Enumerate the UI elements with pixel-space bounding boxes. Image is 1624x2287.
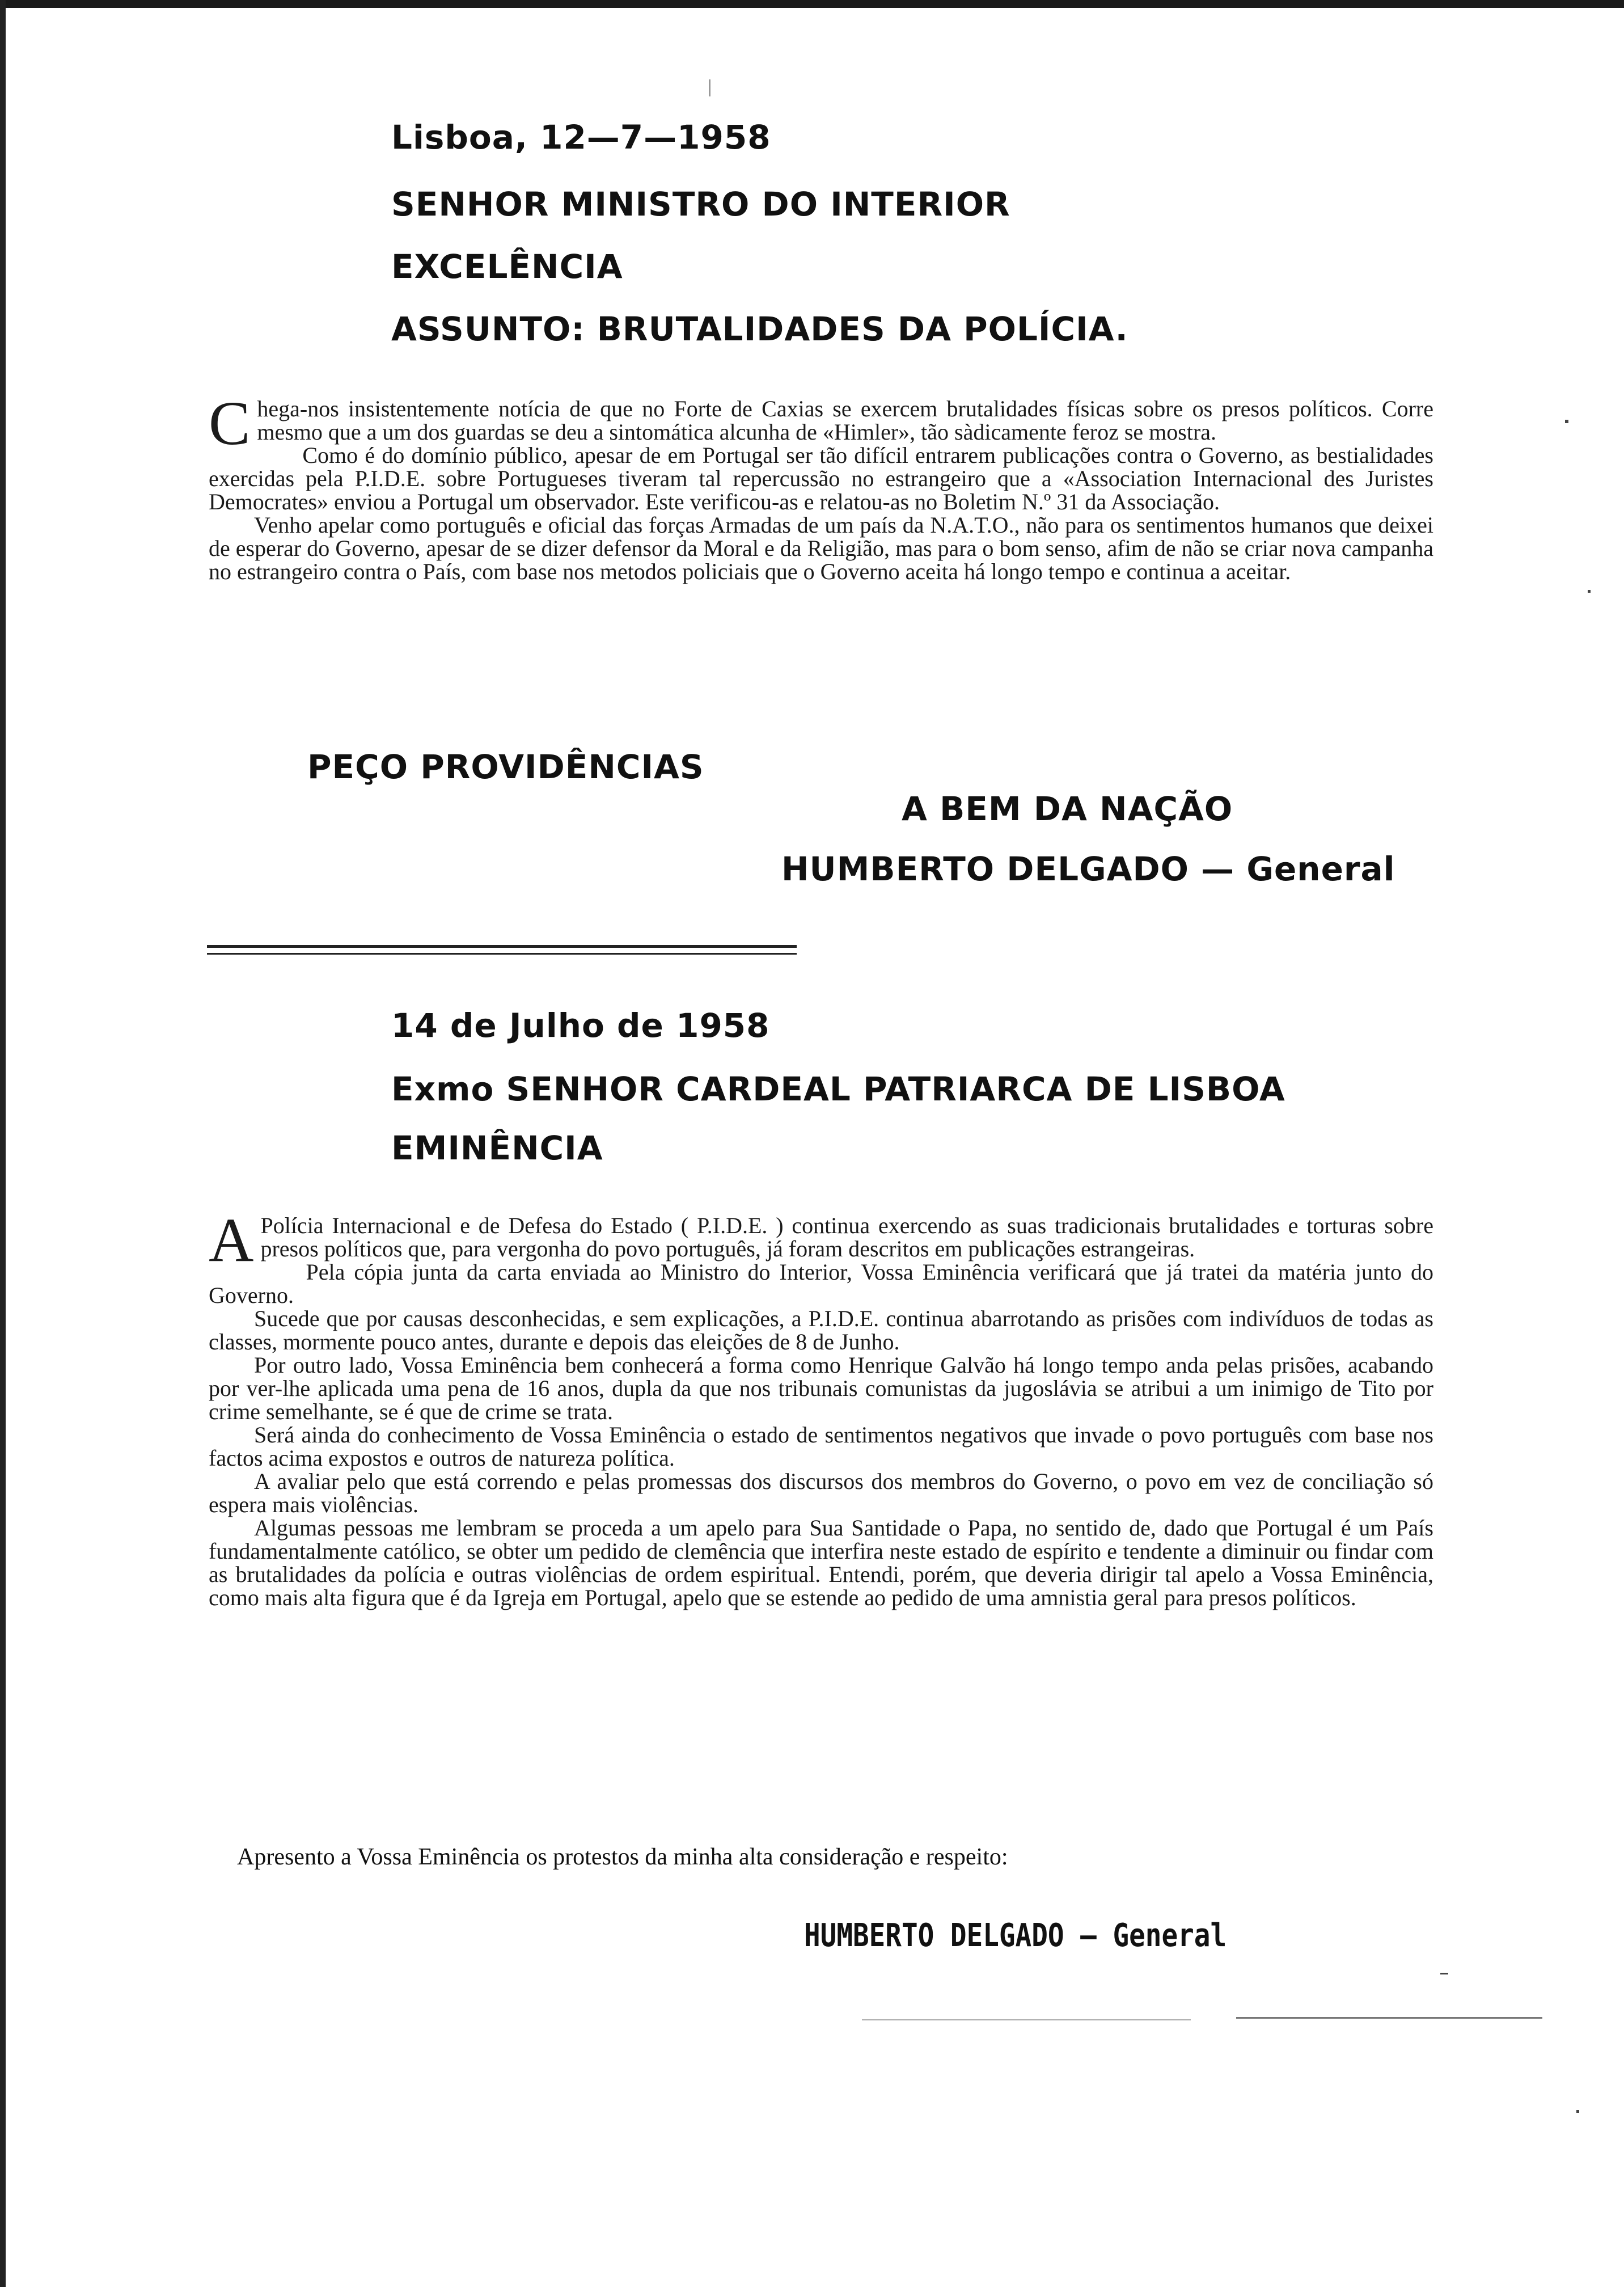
letter1-paragraph: Chega-nos insistentemente notícia de que no Forte de Caxias se exercem brutalidades físicas sobre os presos políticos. Corre mesmo que a um dos guardas se deu a sintomática alcunha de «Himler», tão sàdicamente feroz se mostra. <box>209 389 1433 458</box>
letter2-paragraph: A Polícia Internacional e de Defesa do Estado ( P.I.D.E. ) continua exercendo as suas tradicionais brutalidades e torturas sobre presos políticos que, para vergonha do povo português, já foram descritos em publicações estrangeiras. <box>209 1205 1433 1275</box>
letter2-paragraph: Será ainda do conhecimento de Vossa Eminência o estado de sentimentos negativos que invade o povo português com base nos factos acima expostos e outros de natureza política. <box>209 1422 1433 1471</box>
scan-speck <box>1440 1973 1448 1974</box>
scan-speck <box>1236 2017 1542 2019</box>
letter2-paragraph: Pela cópia junta da carta enviada ao Ministro do Interior, Vossa Eminência verificará que já tratei da matéria junto do Governo. <box>209 1259 1433 1308</box>
letter1-request: PEÇO PROVIDÊNCIAS <box>307 748 704 786</box>
scan-speck <box>709 79 710 96</box>
letter1-date: Lisboa, 12—7—1958 <box>391 118 771 157</box>
scan-speck <box>1565 420 1568 423</box>
letter1-salutation: EXCELÊNCIA <box>391 247 623 286</box>
scan-left-edge <box>0 0 6 2287</box>
letter1-paragraph: Como é do domínio público, apesar de em Portugal ser tão difícil entrarem publicações contra o Governo, as bestialidades exercidas pela P.I.D.E. sobre Portugueses tiveram tal repercussão no estrangeiro que a «Association Internacional des Juristes Democrates» enviou a Portugal um observador. Este verificou-as e relatou-as no Boletim N.º 31 da Associação. <box>209 442 1433 514</box>
scan-speck <box>1576 2110 1579 2113</box>
letter2-paragraph: A avaliar pelo que está correndo e pelas promessas dos discursos dos membros do Governo, o povo em vez de conciliação só espera mais violências. <box>209 1469 1433 1517</box>
scan-top-edge <box>0 0 1624 8</box>
section-divider-line <box>207 953 797 955</box>
letter2-date: 14 de Julho de 1958 <box>391 1006 770 1045</box>
scan-speck <box>862 2019 1191 2020</box>
letter2-addressee: Exmo SENHOR CARDEAL PATRIARCA DE LISBOA <box>391 1070 1285 1108</box>
letter1-paragraph: Venho apelar como português e oficial das forças Armadas de um país da N.A.T.O., não para os sentimentos humanos que deixei de esperar do Governo, apesar de se dizer defensor da Moral e da Religião, mas para o bom senso, afim de não se criar nova campanha no estrangeiro contra o País, com base nos metodos policiais que o Governo aceita há longo tempo e continua a aceitar. <box>209 512 1433 584</box>
section-divider <box>207 945 797 948</box>
letter2-body <box>209 1205 1433 1610</box>
letter2-paragraph: Sucede que por causas desconhecidas, e sem explicações, a P.I.D.E. continua abarrotando as prisões com indivíduos de todas as classes, mormente pouco antes, durante e depois das eleições de 8 de Junho. <box>209 1306 1433 1355</box>
letter2-dropcap: A <box>209 1205 254 1275</box>
letter1-addressee: SENHOR MINISTRO DO INTERIOR <box>391 185 1010 223</box>
letter2-signature: HUMBERTO DELGADO — General <box>804 1917 1227 1954</box>
letter2-paragraph: Por outro lado, Vossa Eminência bem conhecerá a forma como Henrique Galvão há longo tempo anda pelas prisões, acabando por ver-lhe aplicada uma pena de 16 anos, dupla da que nos tribunais comunistas da jugoslávia se atribui a um inimigo de Tito por crime semelhante, se é que de crime se trata. <box>209 1352 1433 1424</box>
letter2-paragraph: Algumas pessoas me lembram se proceda a um apelo para Sua Santidade o Papa, no sentido de, dado que Portugal é um País fundamentalmente católico, se obter um pedido de clemência que interfira neste estado de espírito e tendente a diminuir ou findar com as brutalidades da polícia e outras violências de ordem espiritual. Entendi, porém, que deveria dirigir tal apelo a Vossa Eminência, como mais alta figura que é da Igreja em Portugal, apelo que se estende ao pedido de uma amnistia geral para presos políticos. <box>209 1515 1433 1610</box>
letter1-body <box>209 389 1433 584</box>
letter1-subject: ASSUNTO: BRUTALIDADES DA POLÍCIA. <box>391 310 1128 348</box>
letter1-signature: HUMBERTO DELGADO — General <box>781 850 1395 888</box>
letter2-closing: Apresento a Vossa Eminência os protestos da minha alta consideração e respeito: <box>237 1844 1008 1870</box>
scan-speck <box>1588 590 1591 593</box>
letter2-salutation: EMINÊNCIA <box>391 1129 603 1167</box>
letter1-dropcap: C <box>209 389 251 458</box>
letter1-motto: A BEM DA NAÇÃO <box>902 790 1233 828</box>
